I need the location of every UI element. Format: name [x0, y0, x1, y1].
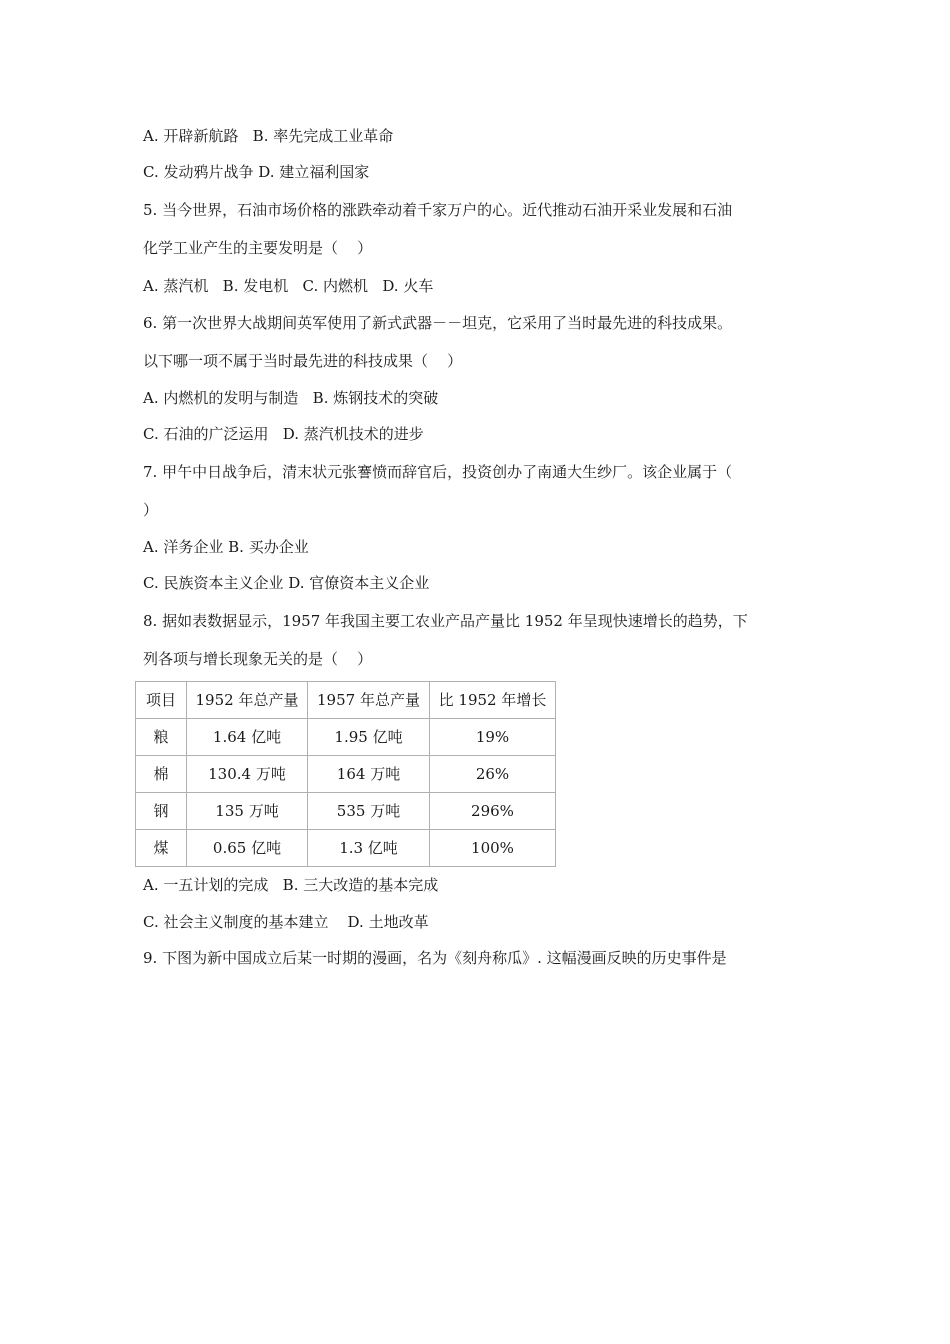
q5-stem-line-2: 化学工业产生的主要发明是（ ） — [143, 239, 373, 257]
q5-options: A. 蒸汽机 B. 发电机 C. 内燃机 D. 火车 — [143, 277, 434, 295]
table-cell: 135 万吨 — [187, 793, 308, 830]
table-header-cell: 比 1952 年增长 — [430, 682, 556, 719]
q8-stem-line-2: 列各项与增长现象无关的是（ ） — [143, 650, 373, 668]
table-row — [136, 793, 556, 830]
table-cell: 0.65 亿吨 — [187, 830, 308, 867]
q6-stem-line-1: 6. 第一次世界大战期间英军使用了新式武器－－坦克，它采用了当时最先进的科技成果。 — [143, 314, 733, 332]
table-row — [136, 756, 556, 793]
q7-options-cd: C. 民族资本主义企业 D. 官僚资本主义企业 — [143, 574, 430, 592]
table-cell: 1.95 亿吨 — [308, 719, 430, 756]
q7-stem-line-2: ） — [143, 501, 159, 519]
q6-stem-line-2: 以下哪一项不属于当时最先进的科技成果（ ） — [143, 352, 463, 370]
table-cell: 1.64 亿吨 — [187, 719, 308, 756]
table-cell: 130.4 万吨 — [187, 756, 308, 793]
q6-options-cd: C. 石油的广泛运用 D. 蒸汽机技术的进步 — [143, 425, 424, 443]
q9-stem-line-1: 9. 下图为新中国成立后某一时期的漫画，名为《刻舟称瓜》. 这幅漫画反映的历史事件是 — [143, 949, 727, 967]
table-cell: 煤 — [136, 830, 187, 867]
table-header-cell: 项目 — [136, 682, 187, 719]
q7-stem-line-1: 7. 甲午中日战争后，清末状元张謇愤而辞官后，投资创办了南通大生纱厂。该企业属于（ — [143, 463, 733, 481]
q6-options-ab: A. 内燃机的发明与制造 B. 炼钢技术的突破 — [143, 389, 439, 407]
production-table — [135, 681, 556, 867]
table-header-cell: 1952 年总产量 — [187, 682, 308, 719]
q7-options-ab: A. 洋务企业 B. 买办企业 — [143, 538, 309, 556]
table-cell: 1.3 亿吨 — [308, 830, 430, 867]
table-cell: 棉 — [136, 756, 187, 793]
q8-stem-line-1: 8. 据如表数据显示，1957 年我国主要工农业产品产量比 1952 年呈现快速增长的趋势，下 — [143, 612, 748, 630]
table-cell: 535 万吨 — [308, 793, 430, 830]
q8-options-ab: A. 一五计划的完成 B. 三大改造的基本完成 — [143, 876, 439, 894]
table-cell: 粮 — [136, 719, 187, 756]
table-cell: 26% — [430, 756, 556, 793]
table-cell: 164 万吨 — [308, 756, 430, 793]
q5-stem-line-1: 5. 当今世界，石油市场价格的涨跌牵动着千家万户的心。近代推动石油开采业发展和石油 — [143, 201, 733, 219]
table-cell: 100% — [430, 830, 556, 867]
table-row — [136, 830, 556, 867]
table-cell: 19% — [430, 719, 556, 756]
table-cell: 296% — [430, 793, 556, 830]
table-header-row — [136, 682, 556, 719]
table-header-cell: 1957 年总产量 — [308, 682, 430, 719]
table-row — [136, 719, 556, 756]
q4-options-cd: C. 发动鸦片战争 D. 建立福利国家 — [143, 163, 370, 181]
q8-options-cd: C. 社会主义制度的基本建立 D. 土地改革 — [143, 913, 429, 931]
table-cell: 钢 — [136, 793, 187, 830]
q4-options-ab: A. 开辟新航路 B. 率先完成工业革命 — [143, 127, 394, 145]
